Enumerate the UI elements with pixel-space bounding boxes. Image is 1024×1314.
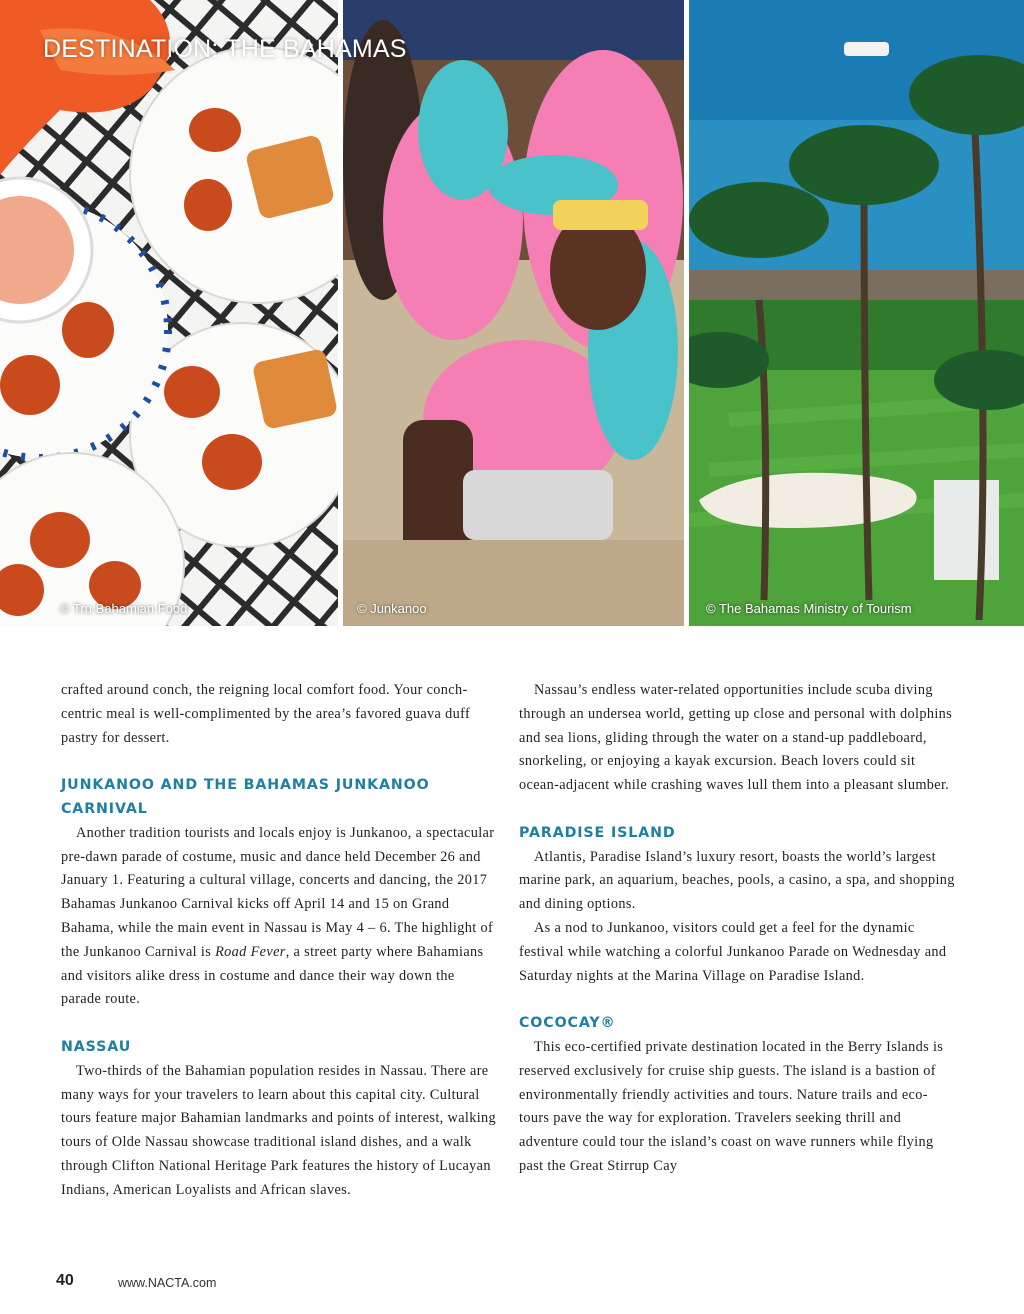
photo-credit: © Tru Bahamian Food <box>60 601 188 616</box>
conch-fritters-photo <box>0 0 338 626</box>
nassau-paragraph: Two-thirds of the Bahamian population resides in Nassau. There are many ways for your travelers to learn about this capital city. Cultural tours feature major Bahamian landmarks and points of interest, walking tours of Olde Nassau showcase traditional island dishes, and a walk through Clifton National Heritage Park features the history of Lucayan Indians, American Loyalists and African slaves. <box>61 1062 497 1198</box>
page-number: 40 <box>56 1272 74 1289</box>
junkanoo-text-start: Another tradition tourists and locals enjoy is Junkanoo, a spectacular pre-dawn parade of costume, music and dance held December 26 and January 1. Featuring a cultural village, concerts and dancing, the 2017 Bahamas Junkanoo Carnival kicks off April 14 and 15 on Grand Bahama, while the main event in Nassau is May 4 – 6. The highlight of the Junkanoo Carnival is <box>61 824 495 960</box>
cococay-paragraph: This eco-certified private destination located in the Berry Islands is reserved exclusively for cruise ship guests. The island is a bastion of environmentally friendly activities and tours. Nature trails and eco-tours pave the way for exploration. Travelers seeking thrill and adventure could tour the island’s coast on wave runners while flying past the Great Stirrup Cay <box>519 1038 944 1174</box>
section-banner: DESTINATION: THE BAHAMAS <box>43 35 407 63</box>
cococay-heading: COCOCAY® <box>519 1015 616 1032</box>
junkanoo-dancer-photo <box>343 0 684 626</box>
nassau-heading: NASSAU <box>61 1038 132 1055</box>
golf-course-photo <box>689 0 1024 626</box>
photo-strip <box>0 0 1024 626</box>
paradise-island-heading: PARADISE ISLAND <box>519 824 676 841</box>
junkanoo-text-end: , a street party where Bahamians and visitors alike dress in costume and dance their way down the parade route. <box>61 943 484 1008</box>
junkanoo-paragraph <box>61 822 497 1012</box>
road-fever-italic: Road Fever <box>215 943 286 960</box>
right-column <box>519 679 955 1179</box>
photo-credit: © Junkanoo <box>357 601 427 616</box>
photo-credit: © The Bahamas Ministry of Tourism <box>706 601 912 616</box>
junkanoo-parade-paragraph: As a nod to Junkanoo, visitors could get a feel for the dynamic festival while watching a colorful Junkanoo Parade on Wednesday and Saturday nights at the Marina Village on Paradise Island. <box>519 919 947 984</box>
footer-website: www.NACTA.com <box>118 1276 217 1290</box>
left-column <box>61 679 497 1203</box>
intro-paragraph: crafted around conch, the reigning local comfort food. Your conch-centric meal is well-complimented by the area’s favored guava duff pastry for dessert. <box>61 682 471 746</box>
atlantis-paragraph: Atlantis, Paradise Island’s luxury resort, boasts the world’s largest marine park, an aquarium, beaches, pools, a casino, a spa, and shopping and dining options. <box>519 848 955 913</box>
junkanoo-heading: JUNKANOO AND THE BAHAMAS JUNKANOO CARNIVAL <box>61 777 430 817</box>
water-activities-paragraph: Nassau’s endless water-related opportunities include scuba diving through an undersea world, getting up close and personal with dolphins and sea lions, gliding through the water on a stand-up paddleboard, snorkeling, or enjoying a kayak excursion. Beach lovers could sit ocean-adjacent while crashing waves lull them into a pleasant slumber. <box>519 682 953 794</box>
